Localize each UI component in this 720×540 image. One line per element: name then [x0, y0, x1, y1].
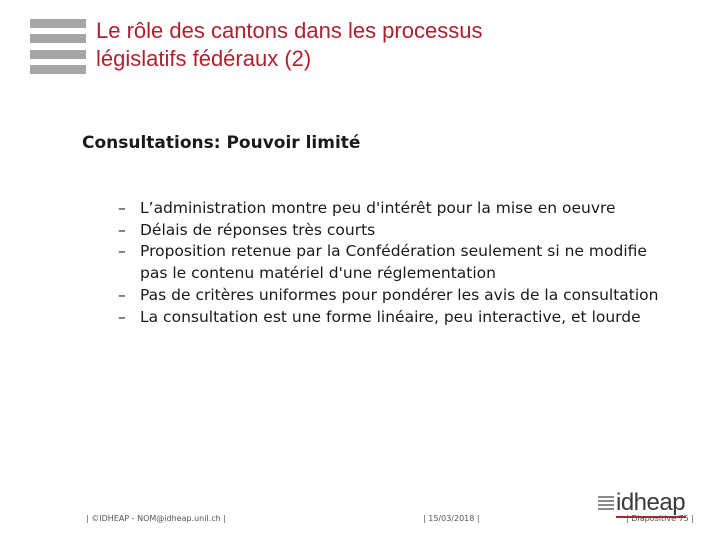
- footer-date: | 15/03/2018 |: [423, 514, 480, 523]
- bullet-item: [118, 285, 678, 307]
- bullet-marker: –: [118, 285, 126, 304]
- bullet-text: Délais de réponses très courts: [140, 220, 376, 239]
- bullet-item: [118, 241, 678, 284]
- bullet-item: [118, 307, 678, 329]
- slide-title-line-2: législatifs fédéraux (2): [96, 46, 312, 71]
- bullet-text: L’administration montre peu d'intérêt pour la mise en oeuvre: [140, 199, 616, 217]
- bullet-text: La consultation est une forme linéaire, peu interactive, et lourde: [140, 307, 641, 326]
- bullet-marker: –: [118, 220, 126, 239]
- bullet-marker: –: [118, 242, 126, 261]
- footer-copyright: | ©IDHEAP - NOM@idheap.unil.ch |: [86, 514, 226, 523]
- bullet-marker: –: [118, 199, 126, 217]
- footer-slide-number: | Diapositive 75 |: [626, 514, 694, 523]
- bullet-text: Proposition retenue par la Confédération seulement si ne modifie pas le contenu matériel d'une réglementation: [140, 242, 647, 283]
- slide-subtitle: Consultations: Pouvoir limité: [82, 133, 361, 153]
- logo-bars-icon: [30, 19, 86, 75]
- bullet-list: [118, 198, 678, 328]
- bullet-item: [118, 198, 678, 220]
- brand-bars-icon: [598, 496, 614, 512]
- slide-title-line-1: Le rôle des cantons dans les processus: [96, 18, 483, 43]
- bullet-item: [118, 220, 678, 242]
- bullet-marker: –: [118, 307, 126, 326]
- brand-wordmark: idheap: [616, 489, 686, 516]
- bullet-text: Pas de critères uniformes pour pondérer les avis de la consultation: [140, 285, 659, 304]
- slide-title: [96, 17, 696, 73]
